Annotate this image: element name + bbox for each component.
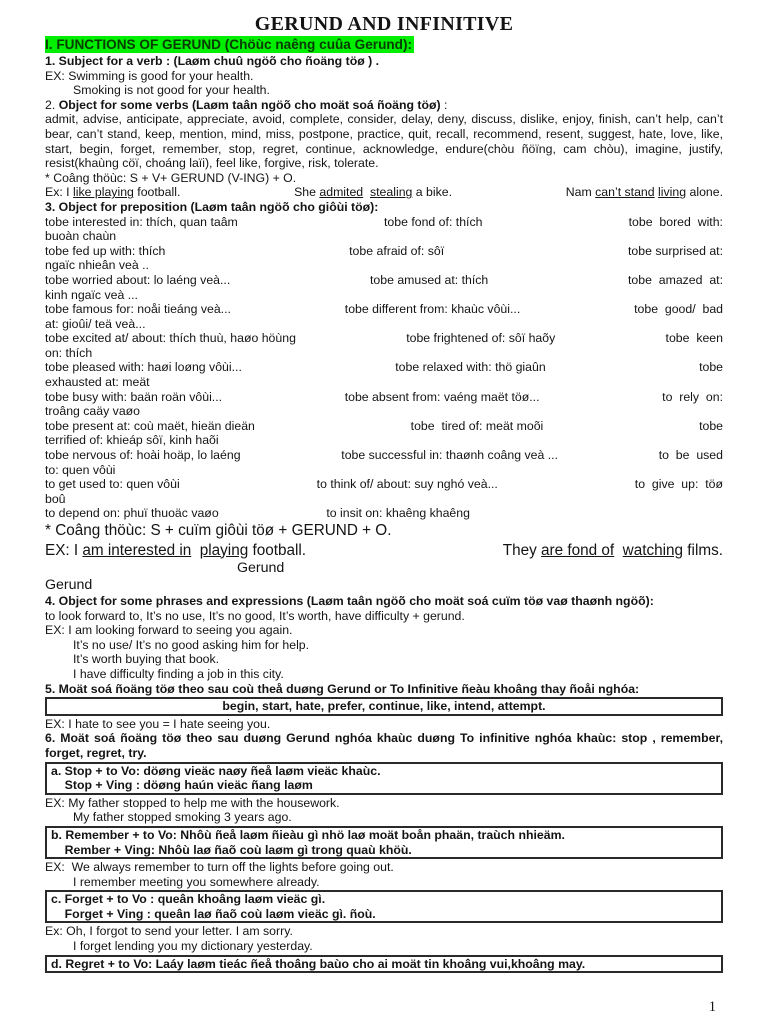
text-segment: to: quen vôùi [45, 462, 116, 477]
text-segment: 4. Object for some phrases and expressions (Laøm taân ngöõ cho moät soá cuïm töø vaø thaønh ngöõ): [45, 594, 654, 608]
vocab-continuation [45, 317, 723, 332]
rule-line [51, 892, 717, 907]
text-segment: It’s worth buying that book. [73, 652, 220, 667]
rule-line [51, 778, 717, 793]
text-segment: troâng caäy vaøo [45, 404, 141, 419]
text-segment: Gerund [237, 560, 285, 576]
text-segment: a. Stop + to Vo: döøng vieäc naøy ñeå laøm vieäc khaùc. [51, 763, 381, 778]
vocab-entry: tobe amused at: thích [369, 272, 489, 287]
vocab-entry: tobe keen [665, 331, 723, 346]
formula-line [45, 521, 723, 541]
example-line [45, 667, 723, 682]
rule-box-stop [45, 762, 723, 795]
vocab-continuation [45, 404, 723, 419]
document-title: GERUND AND INFINITIVE [254, 13, 514, 35]
example-line [45, 810, 723, 825]
text-segment: EX: I [45, 541, 83, 559]
vocab-entry: tobe amazed at: [627, 272, 723, 287]
text-segment: It’s no use/ It’s no good asking him for help. [73, 637, 310, 652]
vocab-entry: tobe worried about: lo laéng veà... [45, 272, 231, 287]
vocab-entry: tobe famous for: noåi tieáng veà... [45, 302, 231, 317]
vocab-entry: tobe present at: coù maët, hieän dieän [45, 418, 255, 433]
example-line [45, 924, 723, 939]
example-line [45, 717, 723, 732]
vocab-entry: tobe good/ bad [634, 302, 723, 317]
vocab-row [45, 477, 723, 492]
example-group [45, 541, 306, 561]
vocab-entry: tobe [699, 360, 723, 375]
heading-5-same-meaning [45, 682, 723, 697]
text-segment [614, 542, 623, 559]
vocab-row [45, 331, 723, 346]
text-segment: living [658, 185, 687, 200]
vocab-row [45, 419, 723, 434]
text-segment: ngaïc nhieân veà .. [45, 258, 149, 273]
example-group [503, 541, 723, 561]
text-segment: * Coâng thöùc: S + cuïm giôùi töø + GERUND + O. [45, 522, 392, 539]
text-segment: I have difficulty finding a job in this city. [73, 666, 284, 681]
text-segment: terrified of: khieáp sôï, kinh haõi [45, 433, 219, 448]
example-line [45, 83, 723, 98]
rule-box-remember [45, 826, 723, 859]
text-segment: Smoking is not good for your health. [73, 83, 270, 98]
text-segment: exhausted at: meät [45, 375, 150, 390]
vocab-entry: tobe [699, 418, 723, 433]
text-segment: Rember + Ving: Nhôù laø ñaõ coù laøm gì trong quaù khöù. [51, 842, 412, 857]
text-segment: Object for some verbs (Laøm taân ngöõ cho moät soá ñoäng töø) [58, 97, 441, 112]
text-segment: Ex: I [45, 185, 74, 200]
example-line [45, 623, 723, 638]
heading-1-subject [45, 54, 723, 69]
text-segment: like playing [73, 185, 134, 200]
text-segment: They [502, 541, 542, 559]
example-line [45, 860, 723, 875]
vocab-row [45, 215, 723, 230]
vocab-row [45, 302, 723, 317]
text-segment: EX: Swimming is good for your health. [45, 68, 254, 83]
example-line [45, 638, 723, 653]
text-segment: am interested in [82, 541, 192, 559]
vocab-entry: tobe pleased with: haøi loøng vôùi... [45, 360, 242, 375]
vocab-entry: to think of/ about: suy nghó veà... [316, 477, 498, 492]
vocab-entry: tobe excited at/ about: thích thuù, haøo höùng [45, 331, 296, 346]
text-segment: stealing [369, 185, 413, 200]
text-segment: begin, start, hate, prefer, continue, like, intend, attempt. [222, 699, 546, 714]
rule-line [51, 699, 717, 714]
vocab-row [45, 273, 723, 288]
rule-box-forget [45, 890, 723, 923]
vocab-entry: tobe busy with: baän roän vôùi... [45, 389, 223, 404]
vocab-entry: to depend on: phuï thuoäc vaøo [45, 506, 219, 521]
section-heading-functions [45, 36, 723, 54]
text-segment: are fond of [541, 541, 615, 559]
text-segment: boû [45, 491, 66, 506]
text-segment: Forget + Ving : queân laø ñaõ coù laøm vieäc gì. ñoù. [51, 906, 376, 921]
text-segment: d. Regret + to Vo: Laáy laøm tieác ñeå thoâng baùo cho ai moät tin khoâng vui,khoâng may. [51, 956, 586, 971]
vocab-entry: tobe surprised at: [627, 243, 723, 258]
example-line [45, 541, 723, 561]
vocab-entry: tobe successful in: thaønh coâng veà ... [341, 448, 558, 463]
example-group [294, 185, 452, 200]
example-group [566, 185, 723, 200]
text-segment: to look forward to, It’s no use, It’s no good, It’s worth, have difficulty + gerund. [45, 608, 465, 623]
vocab-continuation [45, 463, 723, 478]
formula-line [45, 171, 723, 186]
text-segment: at: gioûi/ teä veà... [45, 316, 146, 331]
vocab-continuation [45, 375, 723, 390]
vocab-row [45, 448, 723, 463]
text-segment [191, 542, 200, 559]
text-segment: Gerund [45, 577, 93, 593]
example-line [45, 875, 723, 890]
example-line [45, 652, 723, 667]
text-segment: films. [683, 541, 723, 559]
text-segment: alone. [686, 185, 723, 200]
rule-line [51, 764, 717, 779]
text-segment: buoàn chaùn [45, 229, 117, 244]
rule-line [51, 957, 717, 972]
gerund-label-left [45, 577, 723, 594]
vocab-entry: tobe fed up with: thích [45, 243, 166, 258]
text-segment: c. Forget + to Vo : queân khoâng laøm vieäc gì. [51, 892, 326, 907]
text-segment: Ex: Oh, I forgot to send your letter. I am sorry. [45, 924, 293, 939]
text-segment: : [440, 97, 448, 112]
heading-4-phrases [45, 594, 723, 609]
text-segment [363, 185, 370, 199]
text-segment: football. [248, 541, 307, 559]
example-line [45, 69, 723, 84]
vocab-continuation [45, 433, 723, 448]
vocab-entry: to give up: töø [634, 477, 723, 492]
phrase-list [45, 609, 723, 624]
vocab-row [45, 390, 723, 405]
text-segment: on: thích [45, 345, 93, 360]
text-segment: 5. Moät soá ñoäng töø theo sau coù theå duøng Gerund or To Infinitive ñeàu khoâng thay ñoåi nghóa: [45, 681, 640, 696]
vocab-continuation [45, 258, 723, 273]
vocab-entry: tobe afraid of: sôï [349, 243, 445, 258]
text-segment: 1. Subject for a verb : (Laøm chuû ngöõ cho ñoäng töø ) . [45, 54, 380, 68]
vocab-continuation [45, 288, 723, 303]
vocab-entry: tobe bored with: [628, 214, 723, 229]
text-segment: can’t stand [595, 185, 655, 200]
text-segment: a bike. [412, 185, 453, 200]
vocab-row [45, 360, 723, 375]
vocab-entry: tobe relaxed with: thö giaûn [395, 360, 546, 375]
text-segment: I. FUNCTIONS OF GERUND (Chöùc naêng cuûa Gerund): [45, 37, 413, 52]
text-segment: She [294, 185, 320, 200]
text-segment: I forget lending you my dictionary yesterday. [73, 939, 313, 954]
rule-box-regret [45, 955, 723, 974]
highlighted-text [45, 36, 414, 53]
text-segment: 6. Moät soá ñoäng töø theo sau duøng Gerund nghóa khaùc duøng To infinitive nghóa khaùc: stop , remember, forget, regret, try. [45, 731, 727, 760]
rule-line [51, 843, 717, 858]
text-segment: 3. Object for preposition (Laøm taân ngöõ cho giôùi töø): [45, 199, 379, 214]
vocab-entry: tobe interested in: thích, quan taâm [45, 214, 238, 229]
text-segment: kinh ngaïc veà ... [45, 287, 138, 302]
page-number: 1 [708, 999, 716, 1015]
text-segment: b. Remember + to Vo: Nhôù ñeå laøm ñieàu gì nhö laø moät boån phaän, traùch nhieäm. [51, 827, 565, 842]
text-segment: Stop + Ving : döøng haún vieäc ñang laøm [51, 778, 313, 793]
example-line [45, 185, 723, 200]
vocab-continuation [45, 346, 723, 361]
verb-list [45, 112, 727, 171]
text-segment: playing [199, 541, 249, 559]
vocab-entry: tobe frightened of: sôï haõy [406, 331, 556, 346]
text-segment: 2. [45, 97, 59, 112]
text-segment: I remember meeting you somewhere already. [73, 874, 320, 889]
vocab-entry: tobe nervous of: hoài hoäp, lo laéng [45, 448, 241, 463]
gerund-label-center [45, 560, 723, 577]
rule-line [51, 828, 717, 843]
vocab-continuation [45, 229, 723, 244]
text-segment: EX: I am looking forward to seeing you again. [45, 623, 293, 638]
text-segment: admit, advise, anticipate, appreciate, avoid, complete, consider, delay, deny, discuss, dislike, enjoy, finish, can’t help, can’t bear, can’t stand, keep, mention, mind, miss, postpone, practice, quit, recall, recommend, resent, suggest, hate, love, like, start, begin, forget, remember, stop, regret, continue, acknowledge, endure(chòu ñöïng, cam chòu), imagine, justify, resist(khaùng cöï, choáng laïi), feel like, forgive, risk, tolerate. [45, 112, 727, 171]
example-group [45, 185, 180, 200]
text-segment: * Coâng thöùc: S + V+ GERUND (V-ING) + O. [45, 170, 297, 185]
document-content [45, 12, 727, 973]
text-segment: watching [622, 541, 684, 559]
text-segment: football. [133, 185, 181, 200]
vocab-entry: tobe tired of: meät moõi [410, 418, 544, 433]
vocab-entry: tobe different from: khaùc vôùi... [344, 302, 521, 317]
text-segment: admited [319, 185, 364, 200]
rule-box-5 [45, 697, 723, 716]
text-segment: EX: I hate to see you = I hate seeing you. [45, 716, 271, 731]
heading-3-preposition [45, 200, 723, 215]
text-segment: EX: We always remember to turn off the lights before going out. [45, 860, 394, 875]
heading-6-different-meaning [45, 731, 727, 760]
vocab-entry: to get used to: quen vôùi [45, 477, 180, 492]
example-line [45, 796, 723, 811]
heading-2-object-verbs [45, 98, 723, 113]
vocab-entry: tobe absent from: vaéng maët töø... [344, 389, 540, 404]
text-segment: My father stopped smoking 3 years ago. [73, 810, 292, 825]
example-line [45, 939, 723, 954]
rule-line [51, 907, 717, 922]
text-segment: Nam [565, 185, 596, 200]
vocab-entry: to rely on: [662, 389, 723, 404]
vocab-entry: to be used [658, 448, 723, 463]
vocab-entry: to insit on: khaêng khaêng [326, 506, 470, 521]
vocab-row [45, 244, 723, 259]
vocab-continuation [45, 492, 723, 507]
text-segment: EX: My father stopped to help me with the housework. [45, 795, 340, 810]
vocab-entry: tobe fond of: thích [383, 214, 483, 229]
vocab-row [45, 506, 723, 521]
